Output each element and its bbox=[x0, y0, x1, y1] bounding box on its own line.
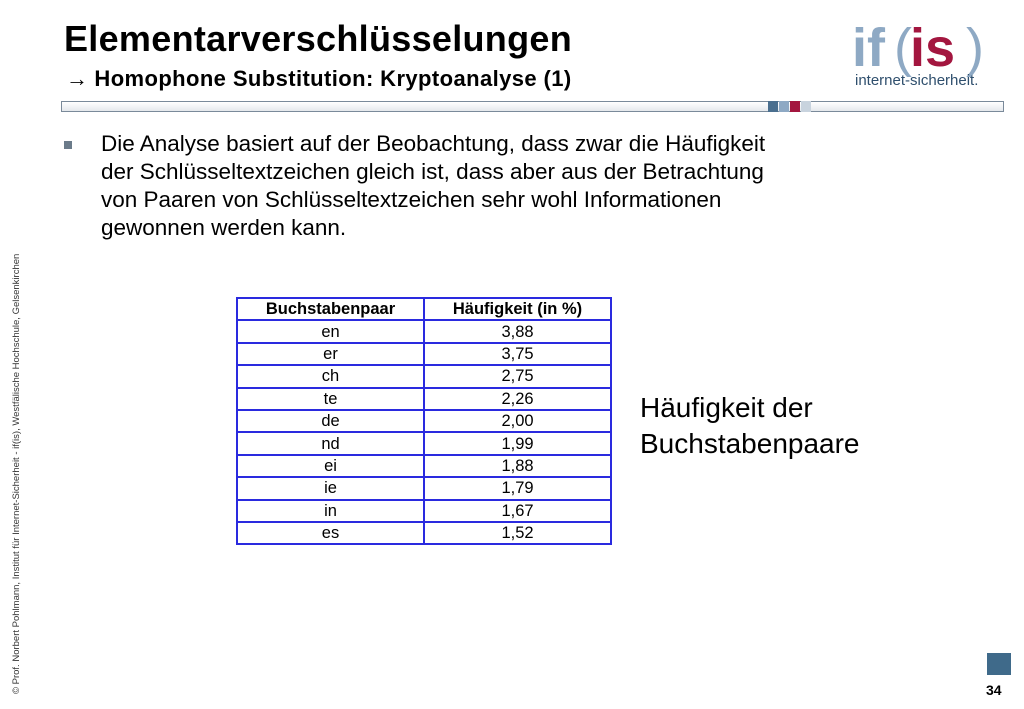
bullet-square-icon bbox=[64, 141, 72, 149]
pair-cell: de bbox=[237, 410, 424, 432]
caption-line: Häufigkeit der bbox=[640, 392, 813, 423]
pair-cell: te bbox=[237, 388, 424, 410]
frequency-cell: 1,88 bbox=[424, 455, 611, 477]
pair-cell: in bbox=[237, 500, 424, 522]
letter-pair-frequency-table bbox=[236, 297, 612, 545]
frequency-cell: 3,88 bbox=[424, 320, 611, 342]
frequency-cell: 3,75 bbox=[424, 343, 611, 365]
frequency-cell: 2,75 bbox=[424, 365, 611, 387]
copyright-sidebar: © Prof. Norbert Pohlmann, Institut für Internet-Sicherheit - if(is), Westfälische Hochschule, Gelsenkirchen bbox=[11, 253, 22, 694]
frequency-cell: 1,67 bbox=[424, 500, 611, 522]
page-number: 34 bbox=[986, 682, 1002, 698]
table-row bbox=[237, 455, 611, 477]
column-header-frequency: Häufigkeit (in %) bbox=[424, 298, 611, 320]
table-row bbox=[237, 522, 611, 544]
table-row bbox=[237, 432, 611, 454]
slide-subtitle bbox=[66, 66, 572, 92]
logo-if-glyph: if bbox=[852, 18, 885, 78]
bullet-line: gewonnen werden kann. bbox=[101, 215, 347, 240]
frequency-cell: 2,26 bbox=[424, 388, 611, 410]
subtitle-text: Homophone Substitution: Kryptoanalyse (1) bbox=[94, 66, 572, 91]
frequency-cell: 1,79 bbox=[424, 477, 611, 499]
arrow-right-icon: → bbox=[66, 66, 89, 91]
logo-paren-open-glyph: ( bbox=[894, 18, 912, 78]
frequency-cell: 1,52 bbox=[424, 522, 611, 544]
table-caption bbox=[640, 390, 860, 462]
column-header-pair: Buchstabenpaar bbox=[237, 298, 424, 320]
corner-marker bbox=[987, 653, 1011, 675]
bullet-paragraph bbox=[101, 130, 901, 242]
frequency-cell: 2,00 bbox=[424, 410, 611, 432]
pair-cell: es bbox=[237, 522, 424, 544]
bullet-line: Die Analyse basiert auf der Beobachtung, dass zwar die Häufigkeit bbox=[101, 131, 766, 156]
pair-cell: er bbox=[237, 343, 424, 365]
table-row bbox=[237, 343, 611, 365]
table-row bbox=[237, 365, 611, 387]
table-row bbox=[237, 388, 611, 410]
table-row bbox=[237, 320, 611, 342]
slide-title: Elementarverschlüsselungen bbox=[64, 18, 573, 59]
table-row bbox=[237, 500, 611, 522]
table-header-row bbox=[237, 298, 611, 320]
logo-tagline: internet-sicherheit. bbox=[855, 72, 979, 89]
pair-cell: ie bbox=[237, 477, 424, 499]
pair-cell: ch bbox=[237, 365, 424, 387]
table-row bbox=[237, 477, 611, 499]
frequency-cell: 1,99 bbox=[424, 432, 611, 454]
divider-accent-blocks bbox=[768, 101, 812, 112]
pair-cell: nd bbox=[237, 432, 424, 454]
caption-line: Buchstabenpaare bbox=[640, 428, 860, 459]
bullet-line: der Schlüsseltextzeichen gleich ist, dass aber aus der Betrachtung bbox=[101, 159, 764, 184]
table-row bbox=[237, 410, 611, 432]
logo-paren-close-glyph: ) bbox=[966, 18, 984, 78]
logo-is-glyph: is bbox=[910, 18, 956, 78]
title-divider bbox=[61, 101, 1004, 112]
pair-cell: ei bbox=[237, 455, 424, 477]
bullet-line: von Paaren von Schlüsseltextzeichen sehr wohl Informationen bbox=[101, 187, 722, 212]
pair-cell: en bbox=[237, 320, 424, 342]
